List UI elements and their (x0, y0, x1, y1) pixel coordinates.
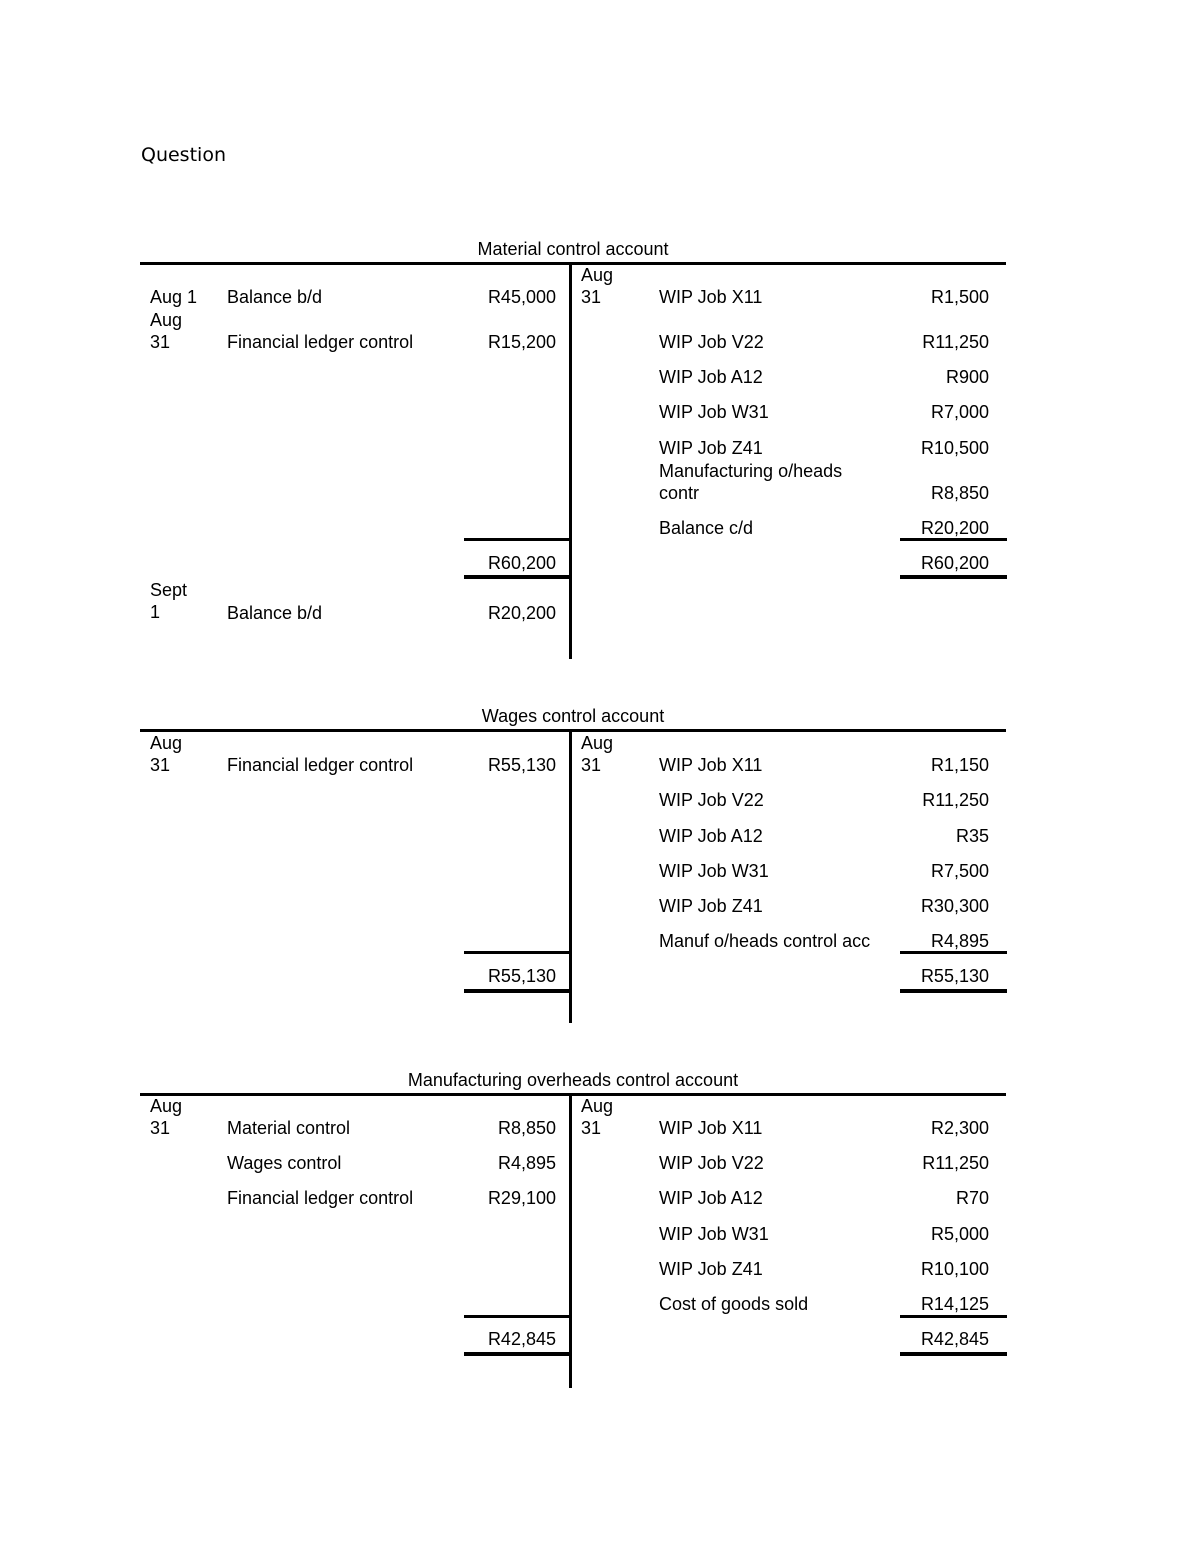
credit-amount: R11,250 (922, 1153, 989, 1173)
debit-date: Aug 1 (150, 287, 198, 307)
debit-date: Aug 31 (150, 310, 183, 352)
debit-total: R55,130 (487, 966, 556, 986)
debit-amount: R8,850 (497, 1118, 556, 1138)
subtotal-rule (900, 538, 1007, 541)
credit-amount: R5,000 (930, 1224, 989, 1244)
debit-description: Material control (227, 1118, 351, 1138)
credit-description: WIP Job Z41 (659, 1259, 763, 1279)
credit-amount: R900 (945, 367, 989, 387)
credit-description: WIP Job W31 (659, 402, 769, 422)
credit-amount: R8,850 (930, 483, 989, 503)
top-rule (140, 729, 1006, 732)
credit-amount: R14,125 (920, 1294, 989, 1314)
debit-amount: R55,130 (487, 755, 556, 775)
credit-description: WIP Job Z41 (659, 438, 763, 458)
center-divider (569, 729, 572, 1023)
credit-amount: R11,250 (922, 790, 989, 810)
credit-amount: R7,500 (930, 861, 989, 881)
subtotal-rule (464, 538, 572, 541)
debit-amount: R29,100 (487, 1188, 556, 1208)
credit-description: WIP Job A12 (659, 367, 763, 387)
credit-description: WIP Job W31 (659, 1224, 769, 1244)
center-divider (569, 262, 572, 659)
account-title: Material control account (477, 239, 669, 259)
opening-description: Balance b/d (227, 603, 323, 623)
credit-amount: R4,895 (930, 931, 989, 951)
credit-description: WIP Job Z41 (659, 896, 763, 916)
credit-description: WIP Job W31 (659, 861, 769, 881)
debit-description: Financial ledger control (227, 1188, 414, 1208)
credit-date: Aug 31 (581, 1096, 614, 1138)
credit-description: WIP Job A12 (659, 826, 763, 846)
credit-amount: R20,200 (920, 518, 989, 538)
credit-amount: R2,300 (930, 1118, 989, 1138)
debit-description: Wages control (227, 1153, 342, 1173)
subtotal-rule (900, 951, 1007, 954)
credit-amount: R10,100 (920, 1259, 989, 1279)
center-divider (569, 1093, 572, 1388)
top-rule (140, 262, 1006, 265)
credit-amount: R30,300 (920, 896, 989, 916)
credit-amount: R1,500 (930, 287, 989, 307)
total-double-rule (900, 575, 1007, 579)
credit-date: Aug 31 (581, 733, 614, 775)
debit-amount: R4,895 (497, 1153, 556, 1173)
credit-amount: R70 (955, 1188, 989, 1208)
debit-amount: R15,200 (487, 332, 556, 352)
debit-description: Balance b/d (227, 287, 323, 307)
total-double-rule (464, 1352, 572, 1356)
total-double-rule (900, 1352, 1007, 1356)
credit-description: WIP Job X11 (659, 1118, 763, 1138)
debit-total: R60,200 (487, 553, 556, 573)
credit-description: WIP Job V22 (659, 790, 764, 810)
credit-description: Cost of goods sold (659, 1294, 809, 1314)
credit-amount: R11,250 (922, 332, 989, 352)
subtotal-rule (464, 951, 572, 954)
total-double-rule (900, 989, 1007, 993)
page-heading: Question (141, 144, 226, 166)
credit-description: WIP Job X11 (659, 755, 763, 775)
account-title: Wages control account (481, 706, 665, 726)
opening-date: Sept 1 (150, 580, 188, 622)
credit-description: Manufacturing o/heads contr (659, 461, 843, 503)
subtotal-rule (464, 1315, 572, 1318)
credit-date: Aug 31 (581, 265, 614, 307)
credit-amount: R7,000 (930, 402, 989, 422)
account-title: Manufacturing overheads control account (407, 1070, 739, 1090)
debit-description: Financial ledger control (227, 332, 414, 352)
debit-description: Financial ledger control (227, 755, 414, 775)
debit-date: Aug 31 (150, 1096, 183, 1138)
credit-description: Manuf o/heads control acc (659, 931, 871, 951)
credit-amount: R35 (955, 826, 989, 846)
subtotal-rule (900, 1315, 1007, 1318)
credit-amount: R1,150 (930, 755, 989, 775)
debit-amount: R45,000 (487, 287, 556, 307)
credit-description: WIP Job V22 (659, 1153, 764, 1173)
credit-amount: R10,500 (920, 438, 989, 458)
credit-description: WIP Job A12 (659, 1188, 763, 1208)
debit-date: Aug 31 (150, 733, 183, 775)
credit-description: Balance c/d (659, 518, 754, 538)
credit-total: R42,845 (920, 1329, 989, 1349)
opening-amount: R20,200 (487, 603, 556, 623)
debit-total: R42,845 (487, 1329, 556, 1349)
credit-total: R60,200 (920, 553, 989, 573)
credit-description: WIP Job V22 (659, 332, 764, 352)
credit-total: R55,130 (920, 966, 989, 986)
top-rule (140, 1093, 1006, 1096)
credit-description: WIP Job X11 (659, 287, 763, 307)
total-double-rule (464, 989, 572, 993)
total-double-rule (464, 575, 572, 579)
